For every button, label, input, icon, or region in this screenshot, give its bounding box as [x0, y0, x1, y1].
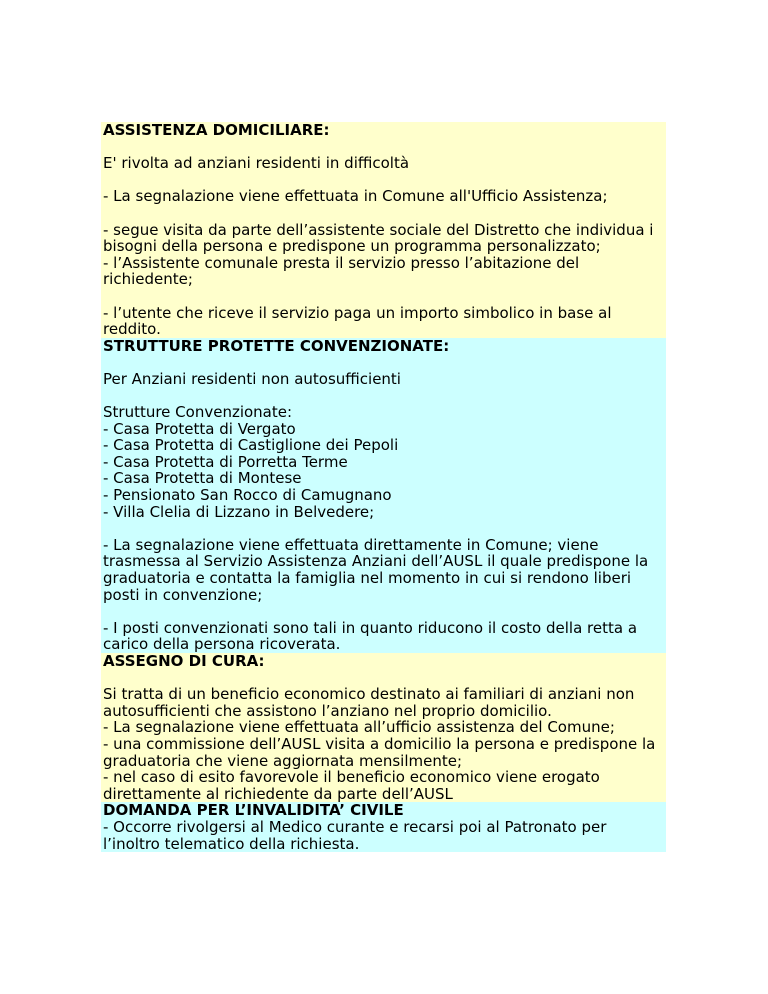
list-item: - Casa Protetta di Montese	[103, 469, 302, 488]
paragraph-line	[103, 520, 664, 537]
paragraph-line: - La segnalazione viene effettuata direttamente in Comune; viene	[103, 535, 599, 554]
section-invalidita-civile	[101, 802, 666, 852]
paragraph-line: bisogni della persona e predispone un programma personalizzato;	[103, 237, 601, 256]
paragraph-line: graduatoria e contatta la famiglia nel momento in cui si rendono liberi	[103, 569, 632, 588]
paragraph-line: - La segnalazione viene effettuata in Comune all'Ufficio Assistenza;	[103, 187, 608, 206]
paragraph-line: Si tratta di un beneficio economico destinato ai familiari di anziani non	[103, 685, 635, 704]
section-title: STRUTTURE PROTETTE CONVENZIONATE:	[103, 336, 450, 355]
section-title: ASSISTENZA DOMICILIARE:	[103, 121, 330, 139]
paragraph-line	[103, 288, 664, 305]
list-item: - Casa Protetta di Porretta Terme	[103, 452, 348, 471]
list-item: - Pensionato San Rocco di Camugnano	[103, 486, 392, 505]
paragraph-line: - nel caso di esito favorevole il beneficio economico viene erogato	[103, 768, 600, 787]
paragraph-line	[103, 172, 664, 189]
paragraph-line	[103, 388, 664, 405]
section-title: DOMANDA PER L’INVALIDITA’ CIVILE	[103, 801, 404, 820]
paragraph-line: carico della persona ricoverata.	[103, 635, 341, 654]
paragraph-line: - Occorre rivolgersi al Medico curante e recarsi poi al Patronato per	[103, 817, 607, 836]
paragraph-line: reddito.	[103, 320, 161, 339]
section-assistenza-domiciliare	[101, 122, 666, 338]
section-title: ASSEGNO DI CURA:	[103, 652, 265, 670]
paragraph-line	[103, 670, 664, 687]
paragraph-line: - La segnalazione viene effettuata all’ufficio assistenza del Comune;	[103, 718, 615, 737]
paragraph-line: l’inoltro telematico della richiesta.	[103, 834, 360, 853]
list-item: - Casa Protetta di Vergato	[103, 419, 296, 438]
paragraph-line	[103, 205, 664, 222]
paragraph-line: - I posti convenzionati sono tali in quanto riducono il costo della retta a	[103, 618, 638, 637]
paragraph-line: autosufficienti che assistono l’anziano nel proprio domicilio.	[103, 701, 552, 720]
list-item: - Casa Protetta di Castiglione dei Pepoli	[103, 436, 399, 455]
paragraph-line: - segue visita da parte dell’assistente sociale del Distretto che individua i	[103, 220, 654, 239]
paragraph-line: Per Anziani residenti non autosufficienti	[103, 369, 401, 388]
paragraph-line	[103, 354, 664, 371]
paragraph-line: posti in convenzione;	[103, 585, 263, 604]
list-item: - Villa Clelia di Lizzano in Belvedere;	[103, 502, 375, 521]
paragraph-line: - l’Assistente comunale presta il servizio presso l’abitazione del	[103, 253, 580, 272]
paragraph-line: - una commissione dell’AUSL visita a domicilio la persona e predispone la	[103, 734, 656, 753]
paragraph-line: graduatoria che viene aggiornata mensilmente;	[103, 751, 463, 770]
paragraph-line	[103, 139, 664, 156]
paragraph-line	[103, 603, 664, 620]
paragraph-line: richiedente;	[103, 270, 193, 289]
paragraph-line: direttamente al richiedente da parte dell’AUSL	[103, 784, 453, 803]
paragraph-line: - l’utente che riceve il servizio paga un importo simbolico in base al	[103, 303, 612, 322]
section-assegno-di-cura	[101, 653, 666, 802]
section-strutture-protette	[101, 338, 666, 653]
paragraph-line: E' rivolta ad anziani residenti in difficoltà	[103, 154, 410, 173]
paragraph-line: trasmessa al Servizio Assistenza Anziani dell’AUSL il quale predispone la	[103, 552, 649, 571]
paragraph-line: Strutture Convenzionate:	[103, 403, 293, 422]
document-body	[101, 122, 666, 852]
